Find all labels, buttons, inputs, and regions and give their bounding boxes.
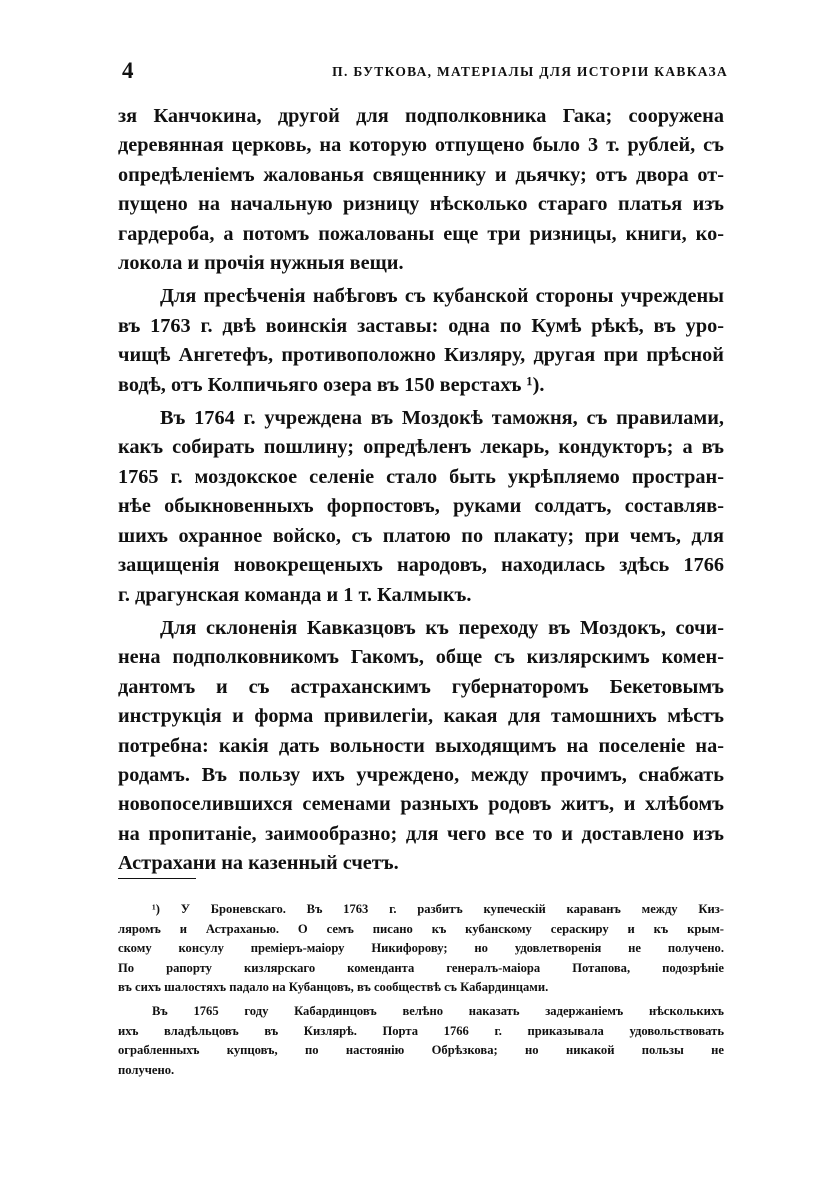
text-line: Астрахани на казенный счетъ. (118, 852, 399, 875)
text-line: локола и прочія нужныя вещи. (118, 252, 404, 275)
footnotes (118, 900, 724, 1080)
footnote-line: въ сихъ шалостяхъ падало на Кубанцовъ, въ сообществѣ съ Кабардинцами. (118, 980, 549, 995)
text-line: опредѣленіемъ жалованья священнику и дьячку; отъ двора от- (118, 163, 724, 186)
footnote-line: По рапорту кизлярскаго коменданта генералъ-маiора Потапова, подозрѣніе (118, 960, 724, 975)
text-line: пущено на начальную ризницу нѣсколько стараго платья изъ (118, 193, 724, 216)
footnote (118, 1002, 724, 1080)
text-line: нѣе обыкновенныхъ форпостовъ, руками солдатъ, составляв- (118, 495, 724, 518)
text-line: инструкція и форма привилегіи, какая для тамошнихъ мѣстъ (118, 705, 724, 728)
text-line: водѣ, отъ Колпичьяго озера въ 150 верстахъ ¹). (118, 373, 545, 396)
footnote-line: ¹) У Броневскаго. Въ 1763 г. разбитъ купеческій караванъ между Киз- (152, 902, 724, 916)
page-header (118, 58, 728, 84)
text-line: дантомъ и съ астраханскимъ губернаторомъ Бекетовымъ (118, 675, 724, 698)
page-number: 4 (122, 58, 134, 83)
footnote (118, 900, 724, 998)
text-line: Для склоненія Кавказцовъ къ переходу въ Моздокъ, сочи- (160, 616, 724, 639)
paragraph (118, 614, 724, 879)
paragraph (118, 404, 724, 610)
text-line: новопоселившихся семенами разныхъ родовъ житъ, и хлѣбомъ (118, 793, 724, 816)
footnote-line: скому консулу премiеръ-маiору Никифорову; но удовлетворенія не получено. (118, 941, 724, 956)
footnote-line: Въ 1765 году Кабардинцовъ велѣно наказать задержаніемъ нѣсколькихъ (152, 1003, 724, 1018)
footnote-line: ограбленныхъ купцовъ, по настоянію Обрѣзкова; но никакой пользы не (118, 1043, 724, 1058)
footnote-line: ихъ владѣльцовъ въ Кизлярѣ. Порта 1766 г. приказывала удовольствовать (118, 1023, 724, 1038)
text-line: нена подполковникомъ Гакомъ, обще съ кизлярскимъ комен- (118, 646, 724, 669)
footnote-line: ляромъ и Астраханью. О семъ писано къ кубанскому сераскиру и къ крым- (118, 921, 724, 936)
text-line: какъ собирать пошлину; опредѣленъ лекарь, кондукторъ; а въ (118, 436, 724, 459)
text-line: потребна: какія дать вольности выходящимъ на поселеніе на- (118, 734, 724, 757)
text-line: гардероба, а потомъ пожалованы еще три ризницы, книги, ко- (118, 222, 724, 245)
text-line: родамъ. Въ пользу ихъ учреждено, между прочимъ, снабжать (118, 763, 724, 786)
text-line: защищенія новокрещеныхъ народовъ, находилась здѣсь 1766 (118, 554, 724, 577)
footnote-divider (118, 878, 196, 879)
text-line: шихъ охранное войско, съ платою по плакату; при чемъ, для (118, 524, 724, 547)
text-line: въ 1763 г. двѣ воинскія заставы: одна по Кумѣ рѣкѣ, въ уро- (118, 314, 724, 337)
text-line: зя Канчокина, другой для подполковника Гака; сооружена (118, 105, 724, 127)
text-line: г. драгунская команда и 1 т. Калмыкъ. (118, 583, 472, 606)
footnote-line: получено. (118, 1062, 175, 1077)
text-line: на пропитаніе, заимообразно; для чего все то и доставлено изъ (118, 822, 724, 845)
text-line: 1765 г. моздокское селеніе стало быть укрѣпляемо простран- (118, 465, 724, 488)
paragraph (118, 282, 724, 400)
text-line: деревянная церковь, на которую отпущено было 3 т. рублей, съ (118, 134, 724, 157)
running-title: П. БУТКОВА, МАТЕРІАЛЫ ДЛЯ ИСТОРІИ КАВКАЗА (332, 64, 728, 79)
text-line: чищѣ Ангетефъ, противоположно Кизляру, другая при прѣсной (118, 344, 724, 367)
text-line: Въ 1764 г. учреждена въ Моздокѣ таможня, съ правилами, (160, 407, 724, 430)
main-text (118, 102, 724, 879)
paragraph (118, 102, 724, 278)
text-line: Для пресѣченія набѣговъ съ кубанской стороны учреждены (160, 285, 724, 308)
